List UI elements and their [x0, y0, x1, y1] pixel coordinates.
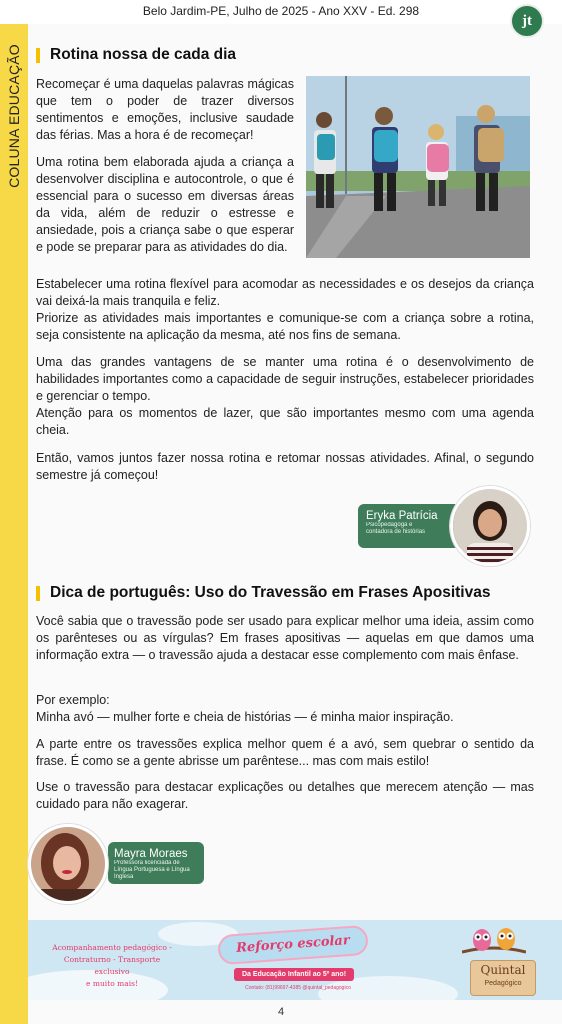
author-portrait-eryka	[453, 489, 527, 563]
quintal-brand-sign	[470, 960, 536, 996]
article2-paragraph-2: Por exemplo:	[36, 693, 110, 707]
newspaper-logo-icon: jt	[510, 4, 544, 38]
author-role: Psicopedagoga e contadora de histórias	[366, 522, 426, 535]
author-avatar-eryka	[450, 486, 530, 566]
advertising-banner	[28, 920, 562, 1000]
children-walking-illustration	[306, 76, 530, 258]
column-label: COLUNA EDUCAÇÃO	[6, 44, 22, 188]
article1-paragraph-6: Atenção para os momentos de lazer, que são importantes mesmo com uma agenda cheia.	[36, 406, 534, 437]
brand-subtitle: Pedagógico	[484, 980, 522, 987]
article1-paragraph-3: Estabelecer uma rotina flexível para acomodar as necessidades e os desejos da criança vai deixá-la mais tranquila e feliz.	[36, 277, 534, 308]
banner-subtitle: Da Educação Infantil ao 5º ano!	[234, 968, 354, 981]
article2-paragraph-5: Use o travessão para destacar explicações ou detalhes que merecem atenção — mas cuidado para não exagerar.	[36, 780, 534, 811]
article1-paragraph-4: Priorize as atividades mais importantes e comunique-se com a criança sobre a rotina, seja consistente na aplicação da mesma, até nos fins de semana.	[36, 311, 534, 342]
masthead: Belo Jardim-PE, Julho de 2025 - Ano XXV - Ed. 298	[142, 4, 420, 18]
article2-paragraph-1: Você sabia que o travessão pode ser usado para explicar melhor uma ideia, assim como os parênteses ou as vírgulas? Em frases apositivas — aquelas em que damos uma informação extra — o travessão ajuda a destacar esse complemento com mais ênfase.	[36, 614, 534, 662]
banner-services-line-3: e muito mais!	[86, 979, 138, 988]
article2-paragraph-3: Minha avó — mulher forte e cheia de histórias — é minha maior inspiração.	[36, 710, 454, 724]
article1-paragraph-1: Recomeçar é uma daquelas palavras mágicas que tem o poder de trazer diversos sentimentos e emoções, inclusive saudade das férias. Mas a hora é de recomeçar!	[36, 77, 294, 142]
banner-services-line-2: Contraturno - Transporte exclusivo	[63, 955, 161, 976]
owls-on-branch-icon	[462, 922, 526, 958]
article-title-rotina: Rotina nossa de cada dia	[36, 46, 236, 64]
banner-services-line-1: Acompanhamento pedagógico -	[52, 943, 172, 952]
author-avatar-mayra	[28, 824, 108, 904]
author-role: Professora licenciada de Língua Portuguesa e Língua Inglesa	[114, 860, 190, 880]
banner-contact: Contato: (81)99697-4385 @quintal_pedagogico	[245, 985, 351, 991]
article1-paragraph-5: Uma das grandes vantagens de se manter uma rotina é o desenvolvimento de habilidades importantes como a capacidade de seguir instruções, estabelecer prioridades e gerenciar o tempo.	[36, 355, 534, 403]
article-title-travessao: Dica de português: Uso do Travessão em Frases Apositivas	[36, 584, 490, 602]
children-walking-photo	[306, 76, 530, 258]
article2-paragraph-4: A parte entre os travessões explica melhor quem é a avó, sem quebrar o sentido da frase. É como se a gente abrisse um parêntese... mas com mais estilo!	[36, 737, 534, 768]
author-card-mayra	[108, 842, 204, 884]
article1-paragraph-2: Uma rotina bem elaborada ajuda a criança a desenvolver disciplina e autocontrole, o que é essencial para o sucesso em diversas áreas da vida, além de reduzir o estresse e ansiedade, pois a criança sabe o que esperar e pode se preparar para as atividades do dia.	[36, 155, 294, 254]
banner-services	[46, 942, 178, 990]
author-portrait-mayra	[31, 827, 105, 901]
author-name: Mayra Moraes	[114, 848, 188, 860]
article1-paragraph-7: Então, vamos juntos fazer nossa rotina e retomar nossas atividades. Afinal, o segundo semestre já começou!	[36, 451, 534, 482]
page-number: 4	[277, 1006, 285, 1018]
author-name: Eryka Patrícia	[366, 510, 438, 522]
banner-title: Reforço escolar	[217, 925, 369, 965]
brand-name: Quintal	[480, 963, 526, 977]
